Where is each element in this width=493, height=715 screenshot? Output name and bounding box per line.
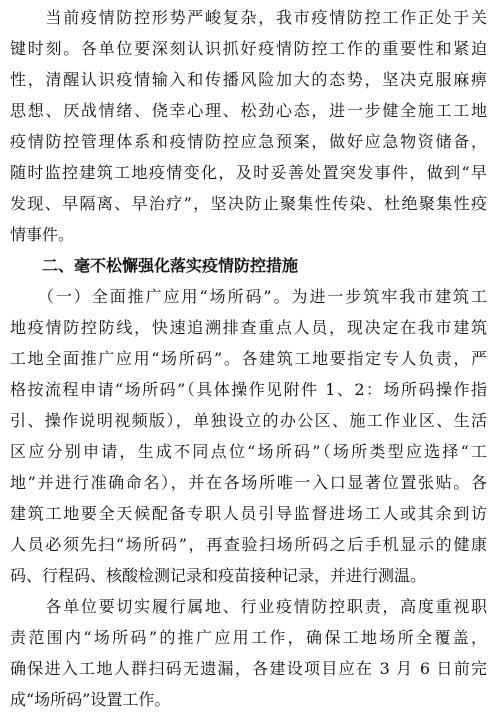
paragraph-2-line-5: 引、操作说明视频版），单独设立的办公区、施工作业区、生活 [10, 411, 487, 430]
paragraph-2-line-6: 区应分别申请，生成不同点位“场所码”（场所类型应选择“工 [10, 442, 487, 461]
paragraph-2-line-7: 地”并进行准确命名），并在各场所唯一入口显著位置张贴。各 [10, 473, 487, 492]
paragraph-2-line-8: 建筑工地要全天候配备专职人员引导监督进场工人或其余到访 [10, 504, 487, 523]
paragraph-1-line-8: 情事件。 [10, 225, 75, 244]
paragraph-3-line-2: 责范围内“场所码”的推广应用工作，确保工地场所全覆盖， [10, 628, 487, 647]
paragraph-1-line-5: 疫情防控管理体系和疫情防控应急预案，做好应急物资储备， [10, 132, 487, 151]
paragraph-3-line-1: 各单位要切实履行属地、行业疫情防控职责，高度重视职 [10, 597, 487, 616]
section-heading: 二、毫不松懈强化落实疫情防控措施 [10, 256, 299, 275]
paragraph-1-line-4: 思想、厌战情绪、侥幸心理、松劲心态，进一步健全施工工地 [10, 101, 487, 120]
paragraph-2-line-2: 地疫情防控防线，快速追溯排查重点人员，现决定在我市建筑 [10, 318, 487, 337]
paragraph-1-line-1: 当前疫情防控形势严峻复杂，我市疫情防控工作正处于关 [10, 8, 487, 27]
paragraph-3-line-4: 成“场所码”设置工作。 [10, 690, 171, 709]
paragraph-1-line-7: 发现、早隔离、早治疗”，坚决防止聚集性传染、杜绝聚集性疫 [10, 194, 487, 213]
paragraph-2-line-3: 工地全面推广应用“场所码”。各建筑工地要指定专人负责，严 [10, 349, 487, 368]
paragraph-3-line-3: 确保进入工地人群扫码无遗漏，各建设项目应在 3 月 6 日前完 [10, 659, 487, 678]
paragraph-2-line-4: 格按流程申请“场所码”（具体操作见附件 1、2：场所码操作指 [10, 380, 487, 399]
paragraph-1-line-3: 性，清醒认识疫情输入和传播风险加大的态势，坚决克服麻痹 [10, 70, 487, 89]
paragraph-1-line-2: 键时刻。各单位要深刻认识抓好疫情防控工作的重要性和紧迫 [10, 39, 487, 58]
paragraph-2-line-9: 人员必须先扫“场所码”，再查验扫场所码之后手机显示的健康 [10, 535, 487, 554]
paragraph-1-line-6: 随时监控建筑工地疫情变化，及时妥善处置突发事件，做到“早 [10, 163, 487, 182]
paragraph-2-line-1: （一）全面推广应用“场所码”。为进一步筑牢我市建筑工 [10, 287, 487, 306]
paragraph-2-line-10: 码、行程码、核酸检测记录和疫苗接种记录，并进行测温。 [10, 566, 427, 585]
